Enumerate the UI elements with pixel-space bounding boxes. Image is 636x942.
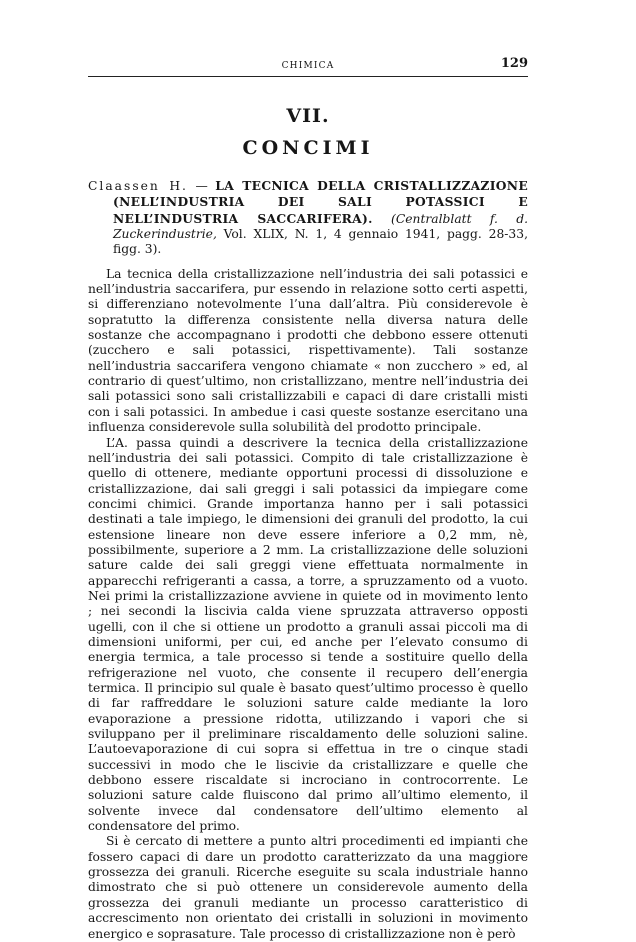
running-head	[88, 54, 528, 78]
chapter-number: VII.	[286, 105, 330, 127]
running-head-title: CHIMICA	[281, 61, 335, 71]
source-journal: (Centralblatt f. d. Zuckerindustrie,	[113, 211, 528, 242]
abstract-entry	[88, 178, 528, 942]
body-paragraph: La tecnica della cristallizzazione nell’industria dei sali potassici e nell’industria saccarifera, pur essendo in relazione sotto certi aspetti, si differenziano notevolmente l’una dall’altra. Più considerevole è sopratutto la differenza consistente nella diversa natura delle sostanze che accompagnano i prodotti che debbono essere ottenuti (zucchero e sali potassici, rispettivamente). Tali sostanze nell’industria saccarifera vengono chiamate « non zucchero » ed, al contrario di quest’ultimo, non cristallizzano, mentre nell’industria dei sali potassici sono sali cristallizzabili e capaci di dare cristalli misti con i sali potassici. In ambedue i casi queste sostanze esercitano una influenza considerevole sulla solubilità del prodotto principale.	[88, 266, 528, 435]
chapter-title: CONCIMI	[242, 137, 374, 159]
author-name: Claassen H.	[88, 179, 188, 193]
title-dash: —	[187, 179, 216, 193]
bibliographic-reference	[88, 178, 528, 258]
page-number: 129	[500, 56, 528, 71]
body-paragraph: L’A. passa quindi a descrivere la tecnica della cristallizzazione nell’industria dei sali potassici. Compito di tale cristallizzazione è quello di ottenere, mediante opportuni processi di dissoluzione e cristallizzazione, dai sali greggi i sali potassici da impiegare come concimi chimici. Grande importanza hanno per i sali potassici destinati a tale impiego, le dimensioni dei granuli del prodotto, la cui estensione lineare non deve essere inferiore a 0,2 mm, nè, possibilmente, superiore a 2 mm. La cristallizzazione delle soluzioni sature calde dei sali greggi viene effettuata normalmente in apparecchi refrigeranti a cassa, a torre, a spruzzamento od a vuoto. Nei primi la cristallizzazione avviene in quiete od in movimento lento ; nei secondi la liscivia calda viene spruzzata attraverso opposti ugelli, con il che si ottiene un prodotto a granuli assai piccoli ma di dimensioni uniformi, per cui, ed anche per l’elevato consumo di energia termica, a tale processo si tende a sostituire quello della refrigerazione nel vuoto, che consente il recupero dell’energia termica. Il principio sul quale è basato quest’ultimo processo è quello di far raffreddare le soluzioni sature calde mediante la loro evaporazione a pressione ridotta, utilizzando i vapori che si sviluppano per il preliminare riscaldamento delle soluzioni saline. L’autoevaporazione di cui sopra si effettua in tre o cinque stadi successivi in modo che le liscivie da cristallizzare e quelle che debbono essere riscaldate si incrociano in controcorrente. Le soluzioni sature calde fluiscono dal primo all’ultimo elemento, il solvente invece dal condensatore dell’ultimo elemento al condensatore del primo.	[88, 435, 528, 834]
header-rule	[88, 76, 528, 77]
source-details: Vol. XLIX, N. 1, 4 gennaio 1941, pagg. 28-33, figg. 3).	[113, 227, 528, 257]
body-paragraph: Si è cercato di mettere a punto altri procedimenti ed impianti che fossero capaci di dare un prodotto caratterizzato da una maggiore grossezza dei granuli. Ricerche eseguite su scala industriale hanno dimostrato che si può ottenere un considerevole aumento della grossezza dei granuli mediante un processo caratteristico di accrescimento non orientato dei cristalli in soluzioni in movimento energico e soprasature. Tale processo di cristallizzazione non è però	[88, 834, 528, 941]
article-title: LA TECNICA DELLA CRISTALLIZZAZIONE (NELL’INDUSTRIA DEI SALI POTASSICI E NELL’INDUSTRIA SACCARIFERA).	[113, 178, 528, 226]
